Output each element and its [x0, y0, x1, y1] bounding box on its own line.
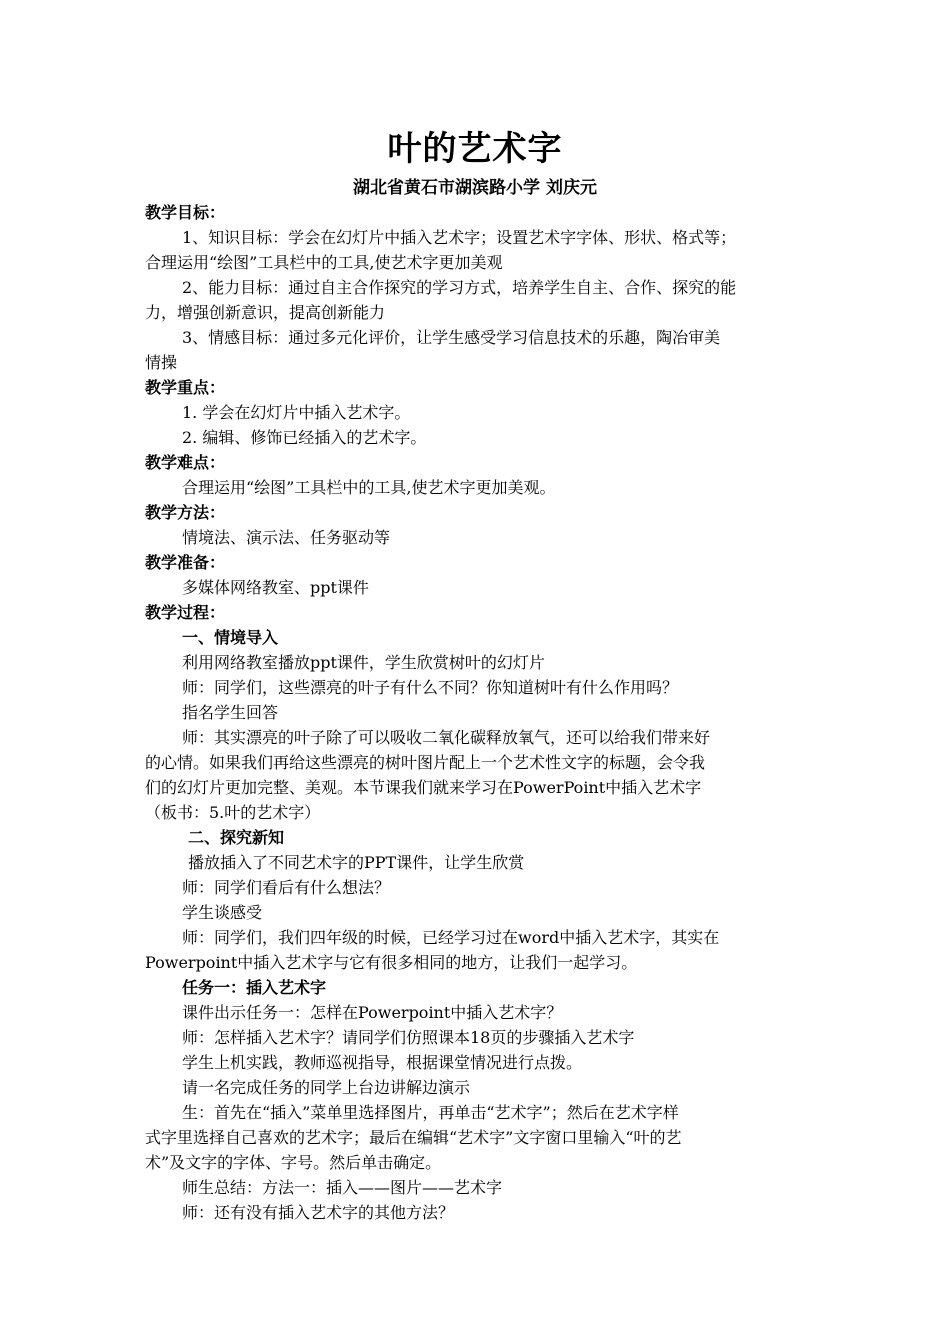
body-line: 利用网络教室播放ppt课件，学生欣赏树叶的幻灯片: [182, 653, 545, 672]
body-line: 情境法、演示法、任务驱动等: [182, 528, 391, 547]
body-line: 学生谈感受: [182, 903, 263, 922]
section-heading: 教学重点：: [145, 378, 226, 397]
body-line: 2、能力目标：通过自主合作探究的学习方式，培养学生自主、合作、探究的能: [182, 278, 737, 297]
subsection-heading: 任务一：插入艺术字: [182, 978, 327, 997]
body-line: 播放插入了不同艺术字的PPT课件，让学生欣赏: [188, 853, 525, 872]
body-line: 多媒体网络教室、ppt课件: [182, 578, 369, 597]
section-heading: 教学方法：: [145, 503, 226, 522]
body-line: 1. 学会在幻灯片中插入艺术字。: [182, 403, 411, 422]
document-body: [145, 200, 809, 1225]
subsection-heading: 二、探究新知: [188, 828, 285, 847]
body-line: 的心情。如果我们再给这些漂亮的树叶图片配上一个艺术性文字的标题，会令我: [145, 753, 706, 772]
body-line: 生：首先在“插入”菜单里选择图片，再单击“艺术字”；然后在艺术字样: [182, 1103, 679, 1122]
document-title: 叶的艺术字: [387, 129, 563, 169]
body-line: 学生上机实践，教师巡视指导，根据课堂情况进行点拨。: [182, 1053, 583, 1072]
body-line: 请一名完成任务的同学上台边讲解边演示: [182, 1078, 471, 1097]
body-line: 师：同学们，我们四年级的时候，已经学习过在word中插入艺术字，其实在: [182, 928, 720, 947]
body-line: 1、知识目标：学会在幻灯片中插入艺术字；设置艺术字字体、形状、格式等；: [182, 228, 737, 247]
document-author: 湖北省黄石市湖滨路小学 刘庆元: [353, 178, 597, 198]
body-line: 合理运用“绘图”工具栏中的工具,使艺术字更加美观。: [182, 478, 556, 497]
subsection-heading: 一、情境导入: [182, 628, 279, 647]
body-line: 师：同学们，这些漂亮的叶子有什么不同？你知道树叶有什么作用吗？: [182, 678, 679, 697]
body-line: （板书：5.叶的艺术字）: [145, 803, 321, 822]
body-line: 3、情感目标：通过多元化评价，让学生感受学习信息技术的乐趣，陶冶审美: [182, 328, 721, 347]
body-line: 2. 编辑、修饰已经插入的艺术字。: [182, 428, 427, 447]
section-heading: 教学过程：: [145, 603, 226, 622]
body-line: 师：怎样插入艺术字？请同学们仿照课本18页的步骤插入艺术字: [182, 1028, 635, 1047]
body-line: 课件出示任务一：怎样在Powerpoint中插入艺术字？: [182, 1003, 563, 1022]
body-line: 术”及文字的字体、字号。然后单击确定。: [145, 1153, 442, 1172]
body-line: 师：同学们看后有什么想法？: [182, 878, 391, 897]
section-heading: 教学目标：: [145, 203, 226, 222]
body-line: Powerpoint中插入艺术字与它有很多相同的地方，让我们一起学习。: [145, 953, 638, 972]
body-line: 合理运用“绘图”工具栏中的工具,使艺术字更加美观: [145, 253, 503, 272]
section-heading: 教学准备：: [145, 553, 226, 572]
body-line: 力，增强创新意识，提高创新能力: [145, 303, 386, 322]
body-line: 情操: [145, 353, 178, 372]
body-line: 指名学生回答: [182, 703, 279, 722]
body-line: 们的幻灯片更加完整、美观。本节课我们就来学习在PowerPoint中插入艺术字: [145, 778, 702, 797]
section-heading: 教学难点：: [145, 453, 226, 472]
body-line: 式字里选择自己喜欢的艺术字；最后在编辑“艺术字”文字窗口里输入“叶的艺: [145, 1128, 682, 1147]
body-line: 师生总结：方法一：插入——图片——艺术字: [182, 1178, 503, 1197]
body-line: 师：还有没有插入艺术字的其他方法？: [182, 1203, 455, 1222]
body-line: 师：其实漂亮的叶子除了可以吸收二氧化碳释放氧气，还可以给我们带来好: [182, 728, 711, 747]
